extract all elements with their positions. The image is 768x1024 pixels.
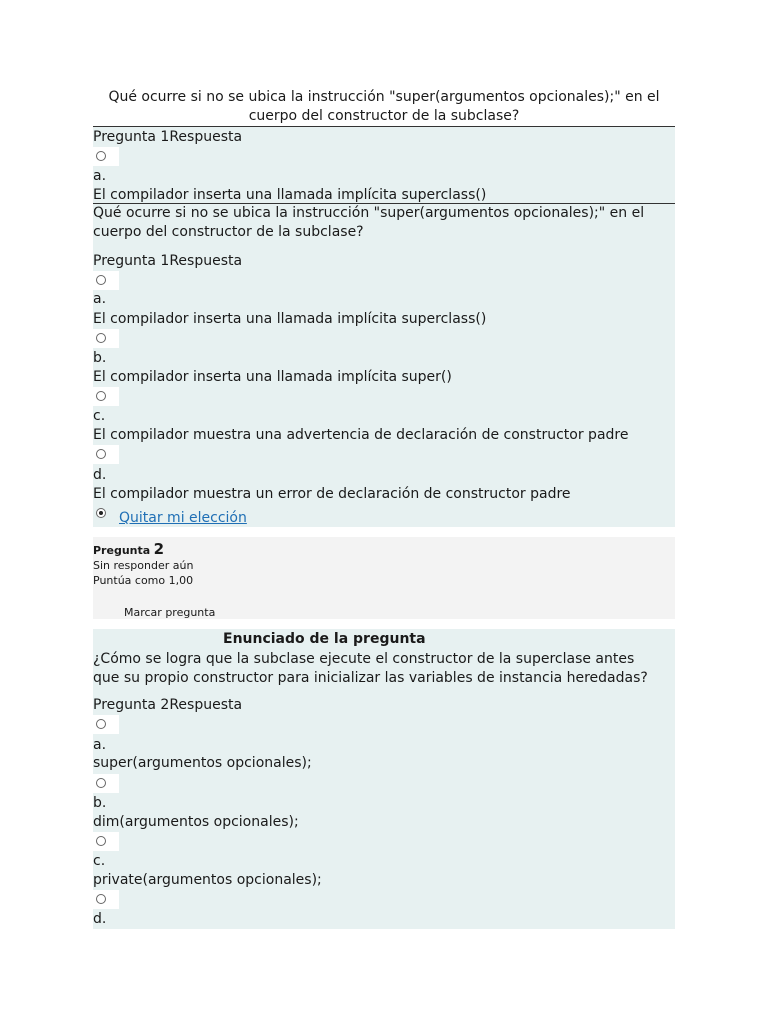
option-letter: d. bbox=[93, 467, 107, 483]
clear-choice-link[interactable]: Quitar mi elección bbox=[119, 510, 247, 526]
option-letter: c. bbox=[93, 853, 106, 869]
option-letter: a. bbox=[93, 291, 107, 307]
option-text: El compilador inserta una llamada implícita superclass() bbox=[93, 311, 487, 327]
option-letter: b. bbox=[93, 350, 107, 366]
page-title: Qué ocurre si no se ubica la instrucción "super(argumentos opcionales);" en el cuerpo del constructor de la subclase? bbox=[108, 89, 660, 124]
option-letter: c. bbox=[93, 408, 106, 424]
question-1-label: Pregunta 1Respuesta bbox=[93, 253, 243, 269]
radio-option-c[interactable] bbox=[93, 832, 119, 851]
radio-icon[interactable] bbox=[96, 836, 106, 846]
option-letter: b. bbox=[93, 795, 107, 811]
score-text: Puntúa como 1,00 bbox=[93, 574, 194, 587]
flag-question-link[interactable]: Marcar pregunta bbox=[124, 606, 216, 619]
radio-option-b[interactable] bbox=[93, 329, 119, 348]
radio-option-b[interactable] bbox=[93, 774, 119, 793]
option-text: dim(argumentos opcionales); bbox=[93, 814, 299, 830]
radio-option-d[interactable] bbox=[93, 890, 119, 909]
radio-icon[interactable] bbox=[96, 894, 106, 904]
option-text: El compilador muestra un error de declaración de constructor padre bbox=[93, 486, 571, 502]
option-text: private(argumentos opcionales); bbox=[93, 872, 322, 888]
radio-icon[interactable] bbox=[96, 391, 106, 401]
question-number: 2 bbox=[153, 540, 165, 558]
radio-option-a[interactable] bbox=[93, 271, 119, 290]
radio-icon[interactable] bbox=[96, 333, 106, 343]
question-1-label: Pregunta 1Respuesta bbox=[93, 129, 243, 145]
radio-icon[interactable] bbox=[96, 275, 106, 285]
question-2-label: Pregunta 2Respuesta bbox=[93, 697, 243, 713]
question-heading: Enunciado de la pregunta bbox=[223, 631, 426, 647]
question-1-text: Qué ocurre si no se ubica la instrucción "super(argumentos opcionales);" en el cuerpo del constructor de la subclase? bbox=[93, 205, 645, 240]
option-text: super(argumentos opcionales); bbox=[93, 755, 312, 771]
radio-icon[interactable] bbox=[96, 151, 106, 161]
radio-option-a[interactable] bbox=[93, 715, 119, 734]
radio-option-d[interactable] bbox=[93, 445, 119, 464]
radio-clear[interactable] bbox=[93, 504, 119, 523]
option-text: El compilador inserta una llamada implícita super() bbox=[93, 369, 452, 385]
option-letter: d. bbox=[93, 911, 107, 927]
radio-icon[interactable] bbox=[96, 778, 106, 788]
option-text: El compilador inserta una llamada implícita superclass() bbox=[93, 187, 487, 203]
question-2-text: ¿Cómo se logra que la subclase ejecute el constructor de la superclase antes que su propio constructor para inicializar las variables de instancia heredadas? bbox=[93, 651, 648, 686]
option-letter: a. bbox=[93, 737, 107, 753]
question-number-label bbox=[93, 540, 164, 560]
option-text: El compilador muestra una advertencia de declaración de constructor padre bbox=[93, 427, 629, 443]
radio-checked-icon[interactable] bbox=[96, 508, 106, 518]
radio-icon[interactable] bbox=[96, 719, 106, 729]
option-letter: a. bbox=[93, 168, 107, 184]
radio-option-a-partial[interactable] bbox=[93, 147, 119, 166]
status-text: Sin responder aún bbox=[93, 559, 194, 572]
pregunta-word: Pregunta bbox=[93, 544, 151, 557]
radio-option-c[interactable] bbox=[93, 387, 119, 406]
radio-icon[interactable] bbox=[96, 449, 106, 459]
